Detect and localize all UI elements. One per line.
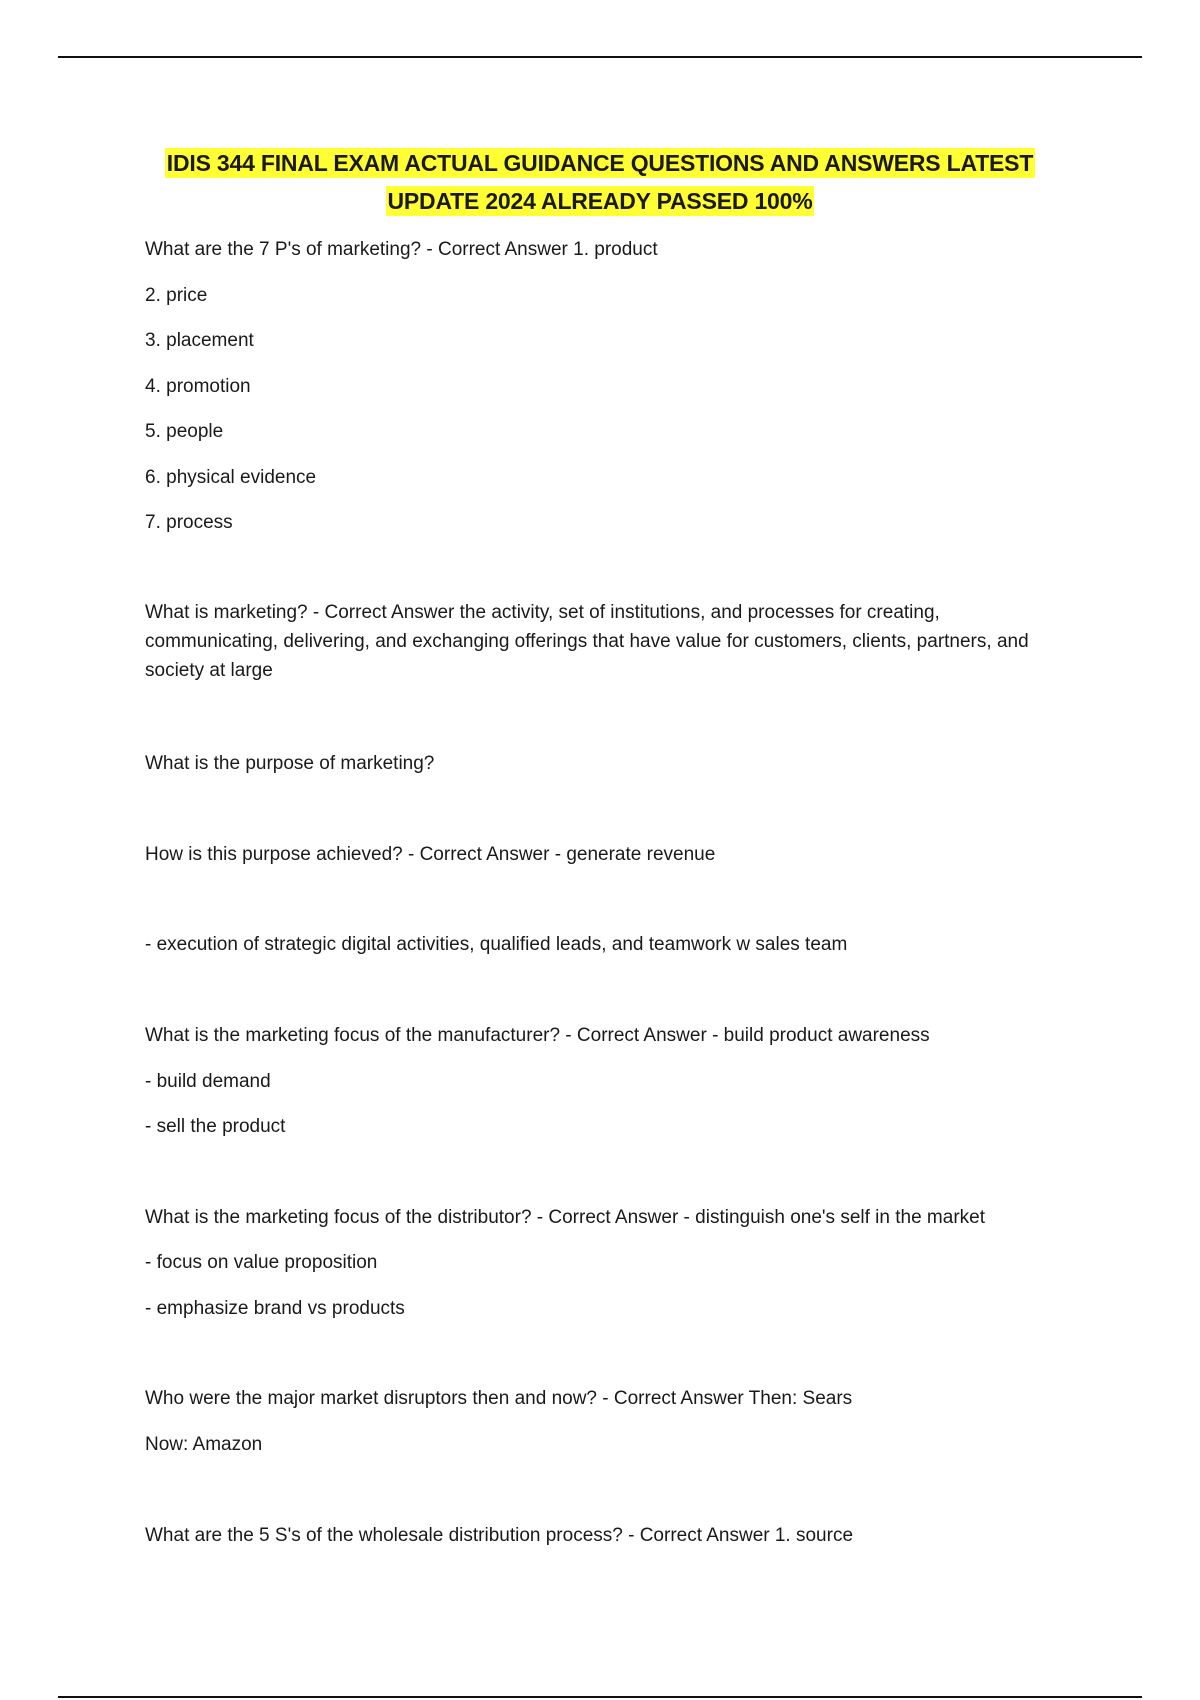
list-item: Now: Amazon (145, 1434, 263, 1455)
question-purpose: What is the purpose of marketing? (145, 753, 435, 774)
list-item: - sell the product (145, 1116, 286, 1137)
question-5ss: What are the 5 S's of the wholesale distribution process? - Correct Answer 1. source (145, 1525, 854, 1546)
list-item: 4. promotion (145, 376, 251, 397)
list-item: 2. price (145, 285, 208, 306)
list-item: - focus on value proposition (145, 1252, 378, 1273)
list-item: 5. people (145, 421, 224, 442)
question-7ps: What are the 7 P's of marketing? - Correct Answer 1. product (145, 239, 658, 260)
question-purpose-achieved: How is this purpose achieved? - Correct Answer - generate revenue (145, 844, 716, 865)
question-what-is-marketing: What is marketing? - Correct Answer the activity, set of institutions, and processes for creating, communicating, delivering, and exchanging offerings that have value for customers, clients, partners, and society at large (145, 602, 1034, 681)
top-rule (58, 56, 1142, 58)
list-item: 6. physical evidence (145, 467, 317, 488)
list-item: - emphasize brand vs products (145, 1298, 405, 1319)
question-distributor-focus: What is the marketing focus of the distributor? - Correct Answer - distinguish one's self in the market (145, 1207, 985, 1228)
list-item: 3. placement (145, 330, 254, 351)
title-line-2: UPDATE 2024 ALREADY PASSED 100% (387, 188, 813, 214)
list-item: - execution of strategic digital activities, qualified leads, and teamwork w sales team (145, 934, 848, 955)
list-item: - build demand (145, 1071, 271, 1092)
question-market-disruptors: Who were the major market disruptors then and now? - Correct Answer Then: Sears (145, 1388, 853, 1409)
list-item: 7. process (145, 512, 233, 533)
document-title (100, 144, 1100, 220)
title-line-1: IDIS 344 FINAL EXAM ACTUAL GUIDANCE QUESTIONS AND ANSWERS LATEST (166, 150, 1034, 176)
bottom-rule (58, 1696, 1142, 1698)
question-manufacturer-focus: What is the marketing focus of the manufacturer? - Correct Answer - build product awareness (145, 1025, 930, 1046)
